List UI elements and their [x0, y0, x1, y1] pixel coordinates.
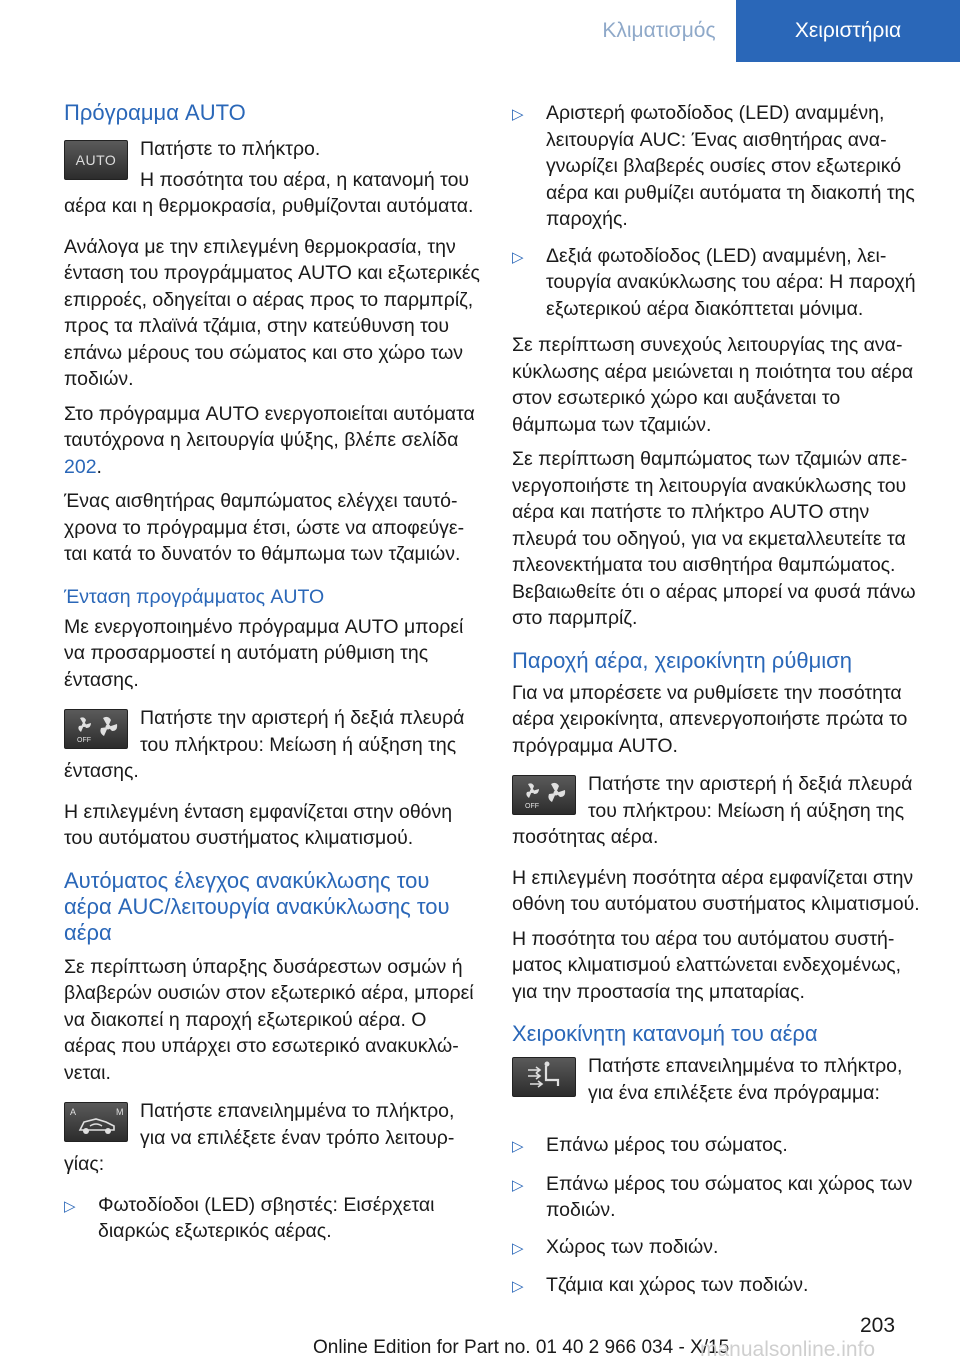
manual-press-text: Πατήστε την αριστερή ή δεξιά πλευρά του πλήκτρου: Μείωση ή αύξηση της ποσότητας αέρα. — [512, 773, 913, 848]
auc-bullet-1-text: Φωτοδίοδοι (LED) σβηστές: Εισέρχεται διαρκώς εξωτερικός αέρας. — [98, 1193, 435, 1242]
auto-press-text: Πατήστε το πλήκτρο. — [140, 138, 321, 160]
auto-button-instruction — [64, 136, 480, 220]
site-watermark: manualsonline.info — [700, 1338, 876, 1361]
auc-led-a-label: A — [70, 1107, 77, 1117]
right-column — [512, 100, 928, 1311]
fan-rocker-button-icon — [64, 709, 128, 749]
auc-bullet-2-text: Αριστερή φωτοδίοδος (LED) αναμμένη, λειτουργία AUC: Ένας αισθητήρας αναγνωρίζει βλαβερές ουσίες στον εξωτερικό αέρα και ρυθμίζει αυτόματα τη διακοπή της παροχής. — [546, 102, 915, 230]
distribution-bullet-1-text: Επάνω μέρος του σώματος. — [546, 1134, 788, 1156]
manual-airflow-heading: Παροχή αέρα, χειροκίνητη ρύθμιση — [512, 647, 852, 673]
distribution-bullet-4 — [512, 1272, 928, 1301]
auc-bullet-3 — [512, 243, 928, 323]
section-tab-climate[interactable]: Κλιματισμός — [602, 19, 716, 42]
distribution-bullet-1 — [512, 1132, 928, 1161]
bullet-triangle-icon: ▷ — [512, 1239, 524, 1257]
auc-bullet-1 — [64, 1192, 480, 1245]
recirculation-button-icon — [64, 1102, 128, 1142]
distribution-press-text: Πατήστε επανειλημμένα το πλήκτρο, για ένα επιλέξετε ένα πρόγραμμα: — [588, 1055, 903, 1104]
intensity-press-text: Πατήστε την αριστερή ή δεξιά πλευρά του πλήκτρου: Μείωση ή αύξηση της έντασης. — [64, 707, 465, 782]
edition-note: Online Edition for Part no. 01 40 2 966 034 - X/15 — [313, 1337, 730, 1358]
air-distribution-heading: Χειροκίνητη κατανομή του αέρα — [512, 1021, 818, 1046]
auc-led-m-label: M — [116, 1107, 124, 1117]
section-tab-controls[interactable]: Χειριστήρια — [736, 0, 960, 62]
fan-rocker-button-icon — [512, 775, 576, 815]
fan-icon — [68, 712, 124, 746]
auto-para-2-end: . — [96, 455, 102, 478]
auto-button-icon-label: AUTO — [75, 151, 117, 168]
bullet-triangle-icon: ▷ — [512, 106, 524, 123]
page-link-202[interactable]: 202 — [64, 455, 97, 478]
distribution-bullet-2 — [512, 1171, 928, 1224]
intensity-button-instruction — [64, 705, 480, 785]
fan-button-off-label: OFF — [525, 803, 539, 810]
manual-airflow-button-instruction — [512, 771, 928, 851]
seat-airflow-icon — [516, 1060, 572, 1094]
auto-para-2 — [64, 401, 480, 481]
distribution-bullet-2-text: Επάνω μέρος του σώματος και χώρος των ποδιών. — [546, 1172, 913, 1221]
auc-press-text: Πατήστε επανειλημμένα το πλήκτρο, για να επιλέξετε έναν τρόπο λειτουργίας: — [64, 1100, 455, 1175]
recirc-para-2: Σε περίπτωση θαμπώματος των τζαμιών απενεργοποιήστε τη λειτουργία ανακύκλωσης του αέρα και πατήστε το πλήκτρο AUTO στην πλευρά του οδηγού, για να εκμεταλλευτείτε τα πλεονεκτήματα του αισθητήρα θαμπώματος. Βεβαιωθείτε ότι ο αέρας μπορεί να φυσά πάνω στο παρμπρίζ. — [512, 448, 916, 629]
distribution-button-instruction — [512, 1053, 928, 1106]
auc-bullet-3-text: Δεξιά φωτοδίοδος (LED) αναμμένη, λειτουργία ανακύκλωσης του αέρα: Η παροχή εξωτερικού αέρα διακόπτεται μόνιμα. — [546, 244, 916, 320]
auto-para-3: Ένας αισθητήρας θαμπώματος ελέγχει ταυτόχρονα το πρόγραμμα έτσι, ώστε να αποφεύγεται κατά το δυνατόν το θάμπωμα των τζαμιών. — [64, 490, 465, 565]
page-header — [0, 0, 960, 62]
auto-program-heading: Πρόγραμμα AUTO — [64, 100, 246, 125]
air-distribution-button-icon — [512, 1057, 576, 1097]
auc-bullet-2 — [512, 100, 928, 233]
bullet-triangle-icon: ▷ — [512, 1176, 524, 1194]
bullet-triangle-icon: ▷ — [512, 1278, 524, 1295]
manual-airflow-para: Για να μπορέσετε να ρυθμίσετε την ποσότητα αέρα χειροκίνητα, απενεργοποιήστε πρώτα το πρόγραμμα AUTO. — [512, 681, 908, 757]
fan-icon — [516, 778, 572, 812]
left-column — [64, 100, 480, 1255]
auc-heading: Αυτόματος έλεγχος ανακύκλωσης του αέρα AUC/λειτουργία ανακύκλωσης του αέρα — [64, 867, 450, 945]
distribution-bullet-3 — [512, 1234, 928, 1263]
auto-para-2-text: Στο πρόγραμμα AUTO ενεργοποιείται αυτόματα ταυτόχρονα η λειτουργία ψύξης, βλέπε σελίδα — [64, 402, 475, 451]
fan-button-off-label: OFF — [77, 737, 91, 744]
distribution-bullet-4-text: Τζάμια και χώρος των ποδιών. — [546, 1274, 809, 1296]
auto-button-icon — [64, 140, 128, 180]
car-recirculation-icon — [66, 1104, 126, 1140]
auto-desc-text: Η ποσότητα του αέρα, η κατανομή του αέρα και η θερμοκρασία, ρυθμίζονται αυτόματα. — [64, 168, 474, 217]
intensity-para: Με ενεργοποιημένο πρόγραμμα AUTO μπορεί να προσαρμοστεί η αυτόματη ρύθμιση της έντασης. — [64, 615, 464, 691]
page-number: 203 — [860, 1314, 896, 1337]
auto-para-1: Ανάλογα με την επιλεγμένη θερμοκρασία, την ένταση του προγράμματος AUTO και εξωτερικές επιρροές, οδηγείται ο αέρας προς το παρμπρίζ, προς τα πλαϊνά τζάμια, στην κατεύθυνση του επάνω μέρους του σώματος και στο χώρο των ποδιών. — [64, 235, 480, 390]
recirc-para-1: Σε περίπτωση συνεχούς λειτουργίας της ανακύκλωσης αέρα μειώνεται η ποιότητα του αέρα στον εσωτερικό χώρο και αυξάνεται το θάμπωμα των τζαμιών. — [512, 334, 914, 436]
manual-display-text: Η επιλεγμένη ποσότητα αέρα εμφανίζεται στην οθόνη του αυτόματου συστήματος κλιματισμού. — [512, 866, 920, 915]
bullet-triangle-icon: ▷ — [512, 1138, 524, 1155]
distribution-bullet-3-text: Χώρος των ποδιών. — [546, 1235, 719, 1258]
manual-battery-text: Η ποσότητα του αέρα του αυτόματου συστήματος κλιματισμού ελαττώνεται ενδεχομένως, για την προστασία της μπαταρίας. — [512, 927, 902, 1003]
bullet-triangle-icon: ▷ — [512, 248, 524, 266]
intensity-display-text: Η επιλεγμένη ένταση εμφανίζεται στην οθόνη του αυτόματου συστήματος κλιματισμού. — [64, 800, 453, 849]
intensity-heading: Ένταση προγράμματος AUTO — [64, 585, 325, 608]
auc-para: Σε περίπτωση ύπαρξης δυσάρεστων οσμών ή βλαβερών ουσιών στον εξωτερικό αέρα, μπορεί να διακοπεί η παροχή εξωτερικού αέρα. Ο αέρας που υπάρχει στο εσωτερικό ανακυκλώνεται. — [64, 955, 474, 1084]
auc-button-instruction — [64, 1098, 480, 1178]
bullet-triangle-icon: ▷ — [64, 1197, 76, 1215]
